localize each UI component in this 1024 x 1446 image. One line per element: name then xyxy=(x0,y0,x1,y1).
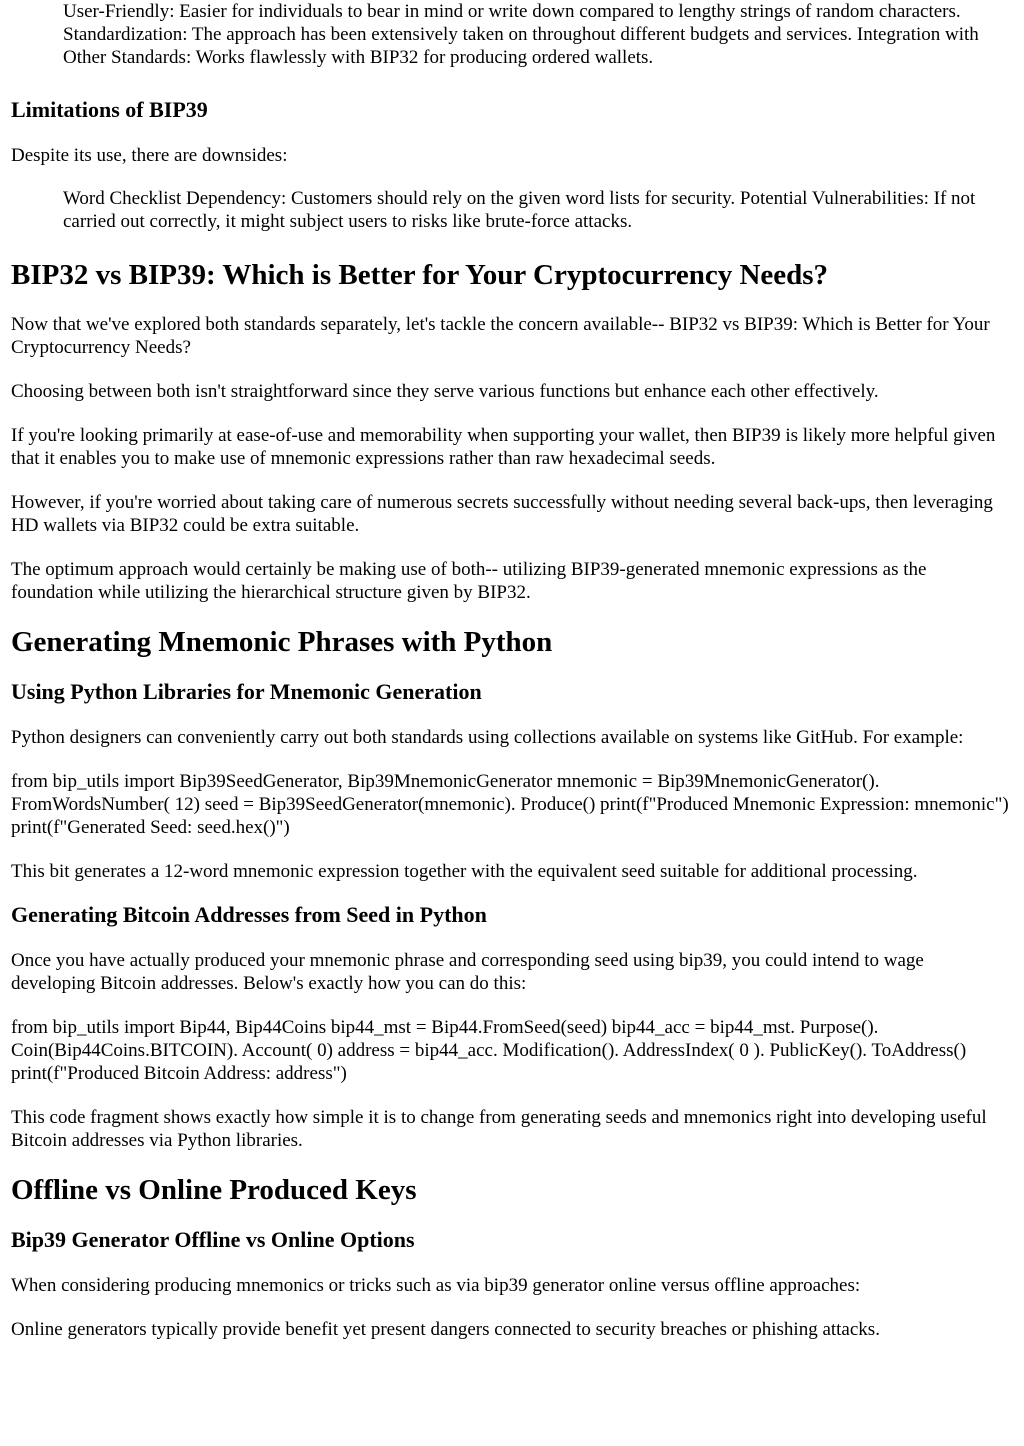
python-sub1-p1: Python designers can conveniently carry out both standards using collections available on systems like GitHub. For example: xyxy=(11,727,964,748)
python-sub2-code: from bip_utils import Bip44, Bip44Coins bip44_mst = Bip44.FromSeed(seed) bip44_acc = bip44_mst. Purpose(). Coin(Bip44Coins.BITCOIN). Account( 0) address = bip44_acc. Modification(). AddressIndex( 0 ). PublicKey(). ToAddress() print(f"Produced Bitcoin Address: address") xyxy=(11,1017,967,1084)
python-sub1-p2: This bit generates a 12-word mnemonic expression together with the equivalent seed suitable for additional processing. xyxy=(11,861,918,882)
offline-sub1-p1: When considering producing mnemonics or tricks such as via bip39 generator online versus offline approaches: xyxy=(11,1275,861,1296)
comparison-heading: BIP32 vs BIP39: Which is Better for Your Cryptocurrency Needs? xyxy=(11,259,829,291)
python-sub2-p1: Once you have actually produced your mnemonic phrase and corresponding seed using bip39, you could intend to wage developing Bitcoin addresses. Below's exactly how you can do this: xyxy=(11,950,924,994)
python-heading: Generating Mnemonic Phrases with Python xyxy=(11,626,553,658)
limitations-text: Word Checklist Dependency: Customers should rely on the given word lists for security. Potential Vulnerabilities: If not carried out correctly, it might subject users to risks like brute-force attacks. xyxy=(63,188,976,232)
offline-sub1-heading: Bip39 Generator Offline vs Online Options xyxy=(11,1227,415,1252)
offline-heading: Offline vs Online Produced Keys xyxy=(11,1174,417,1206)
benefits-quote xyxy=(63,0,1012,69)
comparison-p4: However, if you're worried about taking care of numerous secrets successfully without needing several back-ups, then leveraging HD wallets via BIP32 could be extra suitable. xyxy=(11,492,993,536)
python-sub2-p2: This code fragment shows exactly how simple it is to change from generating seeds and mnemonics right into developing useful Bitcoin addresses via Python libraries. xyxy=(11,1107,987,1151)
comparison-p1: Now that we've explored both standards separately, let's tackle the concern available-- BIP32 vs BIP39: Which is Better for Your Cryptocurrency Needs? xyxy=(11,314,990,358)
python-sub1-heading: Using Python Libraries for Mnemonic Generation xyxy=(11,679,482,704)
python-sub1-code: from bip_utils import Bip39SeedGenerator, Bip39MnemonicGenerator mnemonic = Bip39MnemonicGenerator(). FromWordsNumber( 12) seed = Bip39SeedGenerator(mnemonic). Produce() print(f"Produced Mnemonic Expression: mnemonic") print(f"Generated Seed: seed.hex()") xyxy=(11,771,1009,838)
python-sub2-heading: Generating Bitcoin Addresses from Seed in Python xyxy=(11,902,487,927)
limitations-quote xyxy=(63,187,1012,233)
comparison-p3: If you're looking primarily at ease-of-use and memorability when supporting your wallet, then BIP39 is likely more helpful given that it enables you to make use of mnemonic expressions rather than raw hexadecimal seeds. xyxy=(11,425,996,469)
benefits-text: User-Friendly: Easier for individuals to bear in mind or write down compared to lengthy strings of random characters. Standardization: The approach has been extensively taken on throughout different budgets and services. Integration with Other Standards: Works flawlessly with BIP32 for producing ordered wallets. xyxy=(63,1,979,68)
comparison-p5: The optimum approach would certainly be making use of both-- utilizing BIP39-generated mnemonic expressions as the foundation while utilizing the hierarchical structure given by BIP32. xyxy=(11,559,927,603)
offline-sub1-p2: Online generators typically provide benefit yet present dangers connected to security breaches or phishing attacks. xyxy=(11,1319,880,1340)
limitations-intro: Despite its use, there are downsides: xyxy=(11,145,288,166)
comparison-p2: Choosing between both isn't straightforward since they serve various functions but enhance each other effectively. xyxy=(11,381,879,402)
limitations-heading: Limitations of BIP39 xyxy=(11,97,208,122)
